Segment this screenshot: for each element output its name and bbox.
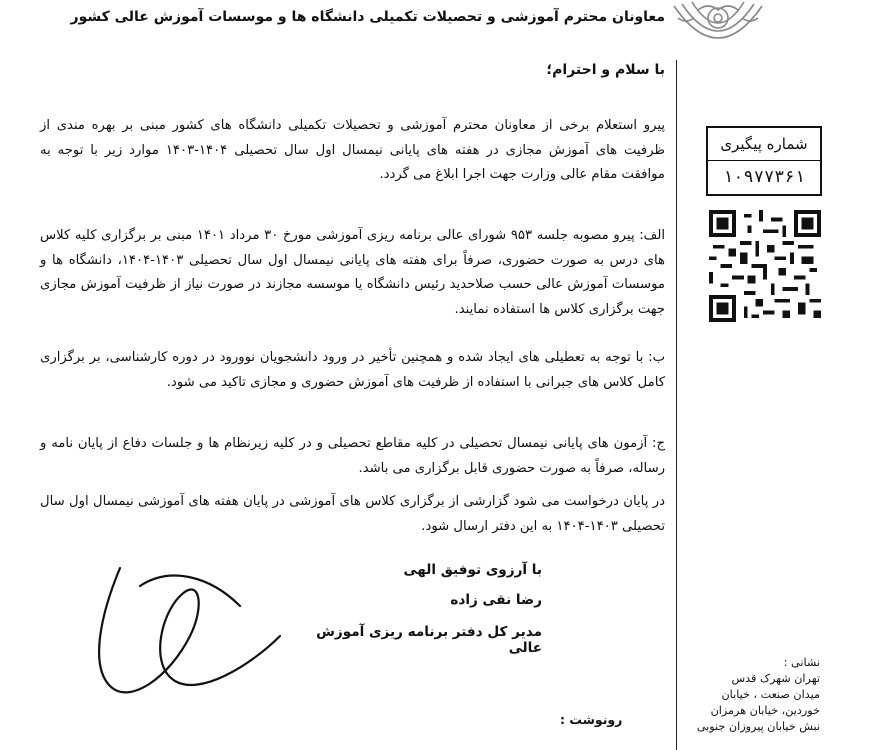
address-label: نشانی :	[783, 656, 820, 669]
recipient-heading: معاونان محترم آموزشی و تحصیلات تکمیلی دانشگاه ها و موسسات آموزش عالی کشور	[70, 9, 665, 25]
paragraph-be: ب: با توجه به تعطیلی های ایجاد شده و همچنین تأخیر در ورود دانشجویان نوورود در دوره کارشناسی، بر برگزاری کامل کلاس های جبرانی با استفاده از ظرفیت های آموزش حضوری و مجازی تاکید می شود.	[40, 350, 665, 390]
address-line: میدان صنعت ، خیابان	[721, 688, 820, 701]
sidebar-divider	[676, 60, 677, 750]
paragraph-intro: پیرو استعلام برخی از معاونان محترم آموزشی و تحصیلات تکمیلی دانشگاه های کشور مبنی بر بهره مندی از ظرفیت های آموزش مجازی در هفته های پایانی نیمسال اول سال تحصیلی ۱۴۰۴-۱۴۰۳ موارد زیر با توجه به موافقت مقام عالی وزارت جهت اجرا ابلاغ می گردد.	[40, 118, 665, 182]
closing-line: با آرزوی توفیق الهی	[403, 562, 542, 578]
greeting: با سلام و احترام؛	[546, 62, 665, 78]
qr-code	[709, 210, 821, 322]
address-line: خوردین، خیابان هرمزان	[710, 704, 820, 717]
address-block	[690, 655, 820, 735]
handwritten-signature	[80, 556, 310, 706]
paragraph-jim: ج: آزمون های پایانی نیمسال تحصیلی در کلیه مقاطع تحصیلی و در کلیه زیرنظام ها و جلسات دفاع از پایان نامه و رساله، صرفاً به صورت حضوری قابل برگزاری می باشد.	[40, 436, 665, 476]
ministry-emblem-logo	[668, 0, 768, 58]
address-line: تهران شهرک قدس	[731, 672, 820, 685]
signer-name: رضا نقی زاده	[450, 592, 542, 608]
paragraph-alef: الف: پیرو مصوبه جلسه ۹۵۳ شورای عالی برنامه ریزی آموزشی مورخ ۳۰ مرداد ۱۴۰۱ مبنی بر برگزاری کلیه کلاس های درس به صورت حضوری، صرفاً برای هفته های پایانی نیمسال اول سال تحصیلی ۱۴۰۳-۱۴۰۴، دانشگاه ها و موسسات آموزش عالی حسب صلاحدید رئیس دانشگاه یا موسسه مجازند در صورت نیاز از ظرفیت آموزش مجازی جهت برگزاری کلاس ها استفاده نمایند.	[40, 228, 666, 317]
cc-label: رونوشت :	[560, 712, 623, 727]
paragraph-closing-request: در پایان درخواست می شود گزارشی از برگزاری کلاس های آموزشی در پایان هفته های آموزشی نیمسال اول سال تحصیلی ۱۴۰۳-۱۴۰۴ به این دفتر ارسال شود.	[40, 494, 665, 534]
signer-title: مدیر کل دفتر برنامه ریزی آموزش عالی	[316, 624, 542, 656]
tracking-number: ۱۰۹۷۷۳۶۱	[723, 167, 805, 187]
address-line: نبش خیابان پیروزان جنوبی	[696, 720, 820, 733]
tracking-number-box	[706, 126, 822, 196]
tracking-label: شماره پیگیری	[708, 128, 820, 161]
